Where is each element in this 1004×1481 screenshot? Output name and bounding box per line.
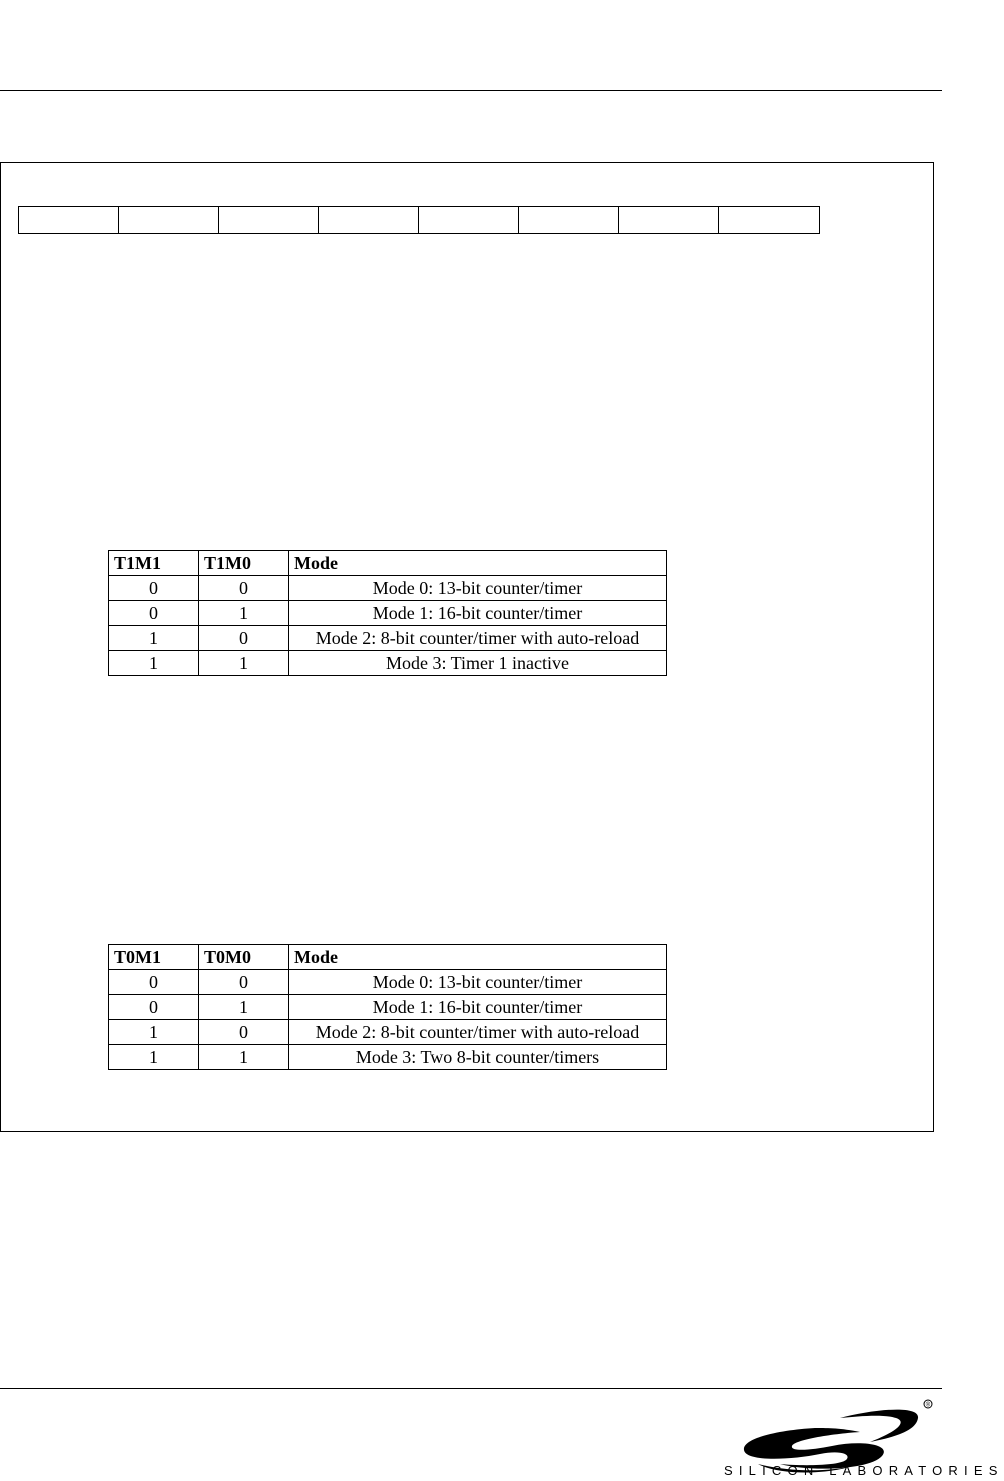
table-cell: 0 [199, 626, 289, 651]
timer0-mode-table [108, 944, 667, 1070]
register-bit-row [18, 206, 820, 234]
table-cell: Mode 1: 16-bit counter/timer [289, 995, 667, 1020]
column-header: Mode [289, 551, 667, 576]
table-cell: Mode 2: 8-bit counter/timer with auto-reload [289, 1020, 667, 1045]
bit-cell [419, 207, 519, 233]
bit-cell [219, 207, 319, 233]
table-header-row [109, 551, 667, 576]
table-cell: Mode 0: 13-bit counter/timer [289, 576, 667, 601]
bit-cell [619, 207, 719, 233]
table-cell: 0 [199, 1020, 289, 1045]
table-cell: 0 [109, 970, 199, 995]
bit-cell [119, 207, 219, 233]
table-cell: 0 [109, 995, 199, 1020]
bit-cell [719, 207, 819, 233]
table-row [109, 995, 667, 1020]
table-cell: Mode 1: 16-bit counter/timer [289, 601, 667, 626]
table-row [109, 1020, 667, 1045]
logo-wordmark: SILICON LABORATORIES [724, 1463, 1004, 1478]
table-row [109, 651, 667, 676]
bit-cell [519, 207, 619, 233]
table-cell: 0 [199, 970, 289, 995]
table-cell: 1 [109, 1020, 199, 1045]
table-cell: 0 [199, 576, 289, 601]
table-row [109, 626, 667, 651]
column-header: T0M1 [109, 945, 199, 970]
bit-cell [319, 207, 419, 233]
table-cell: 1 [199, 1045, 289, 1070]
table-cell: Mode 3: Two 8-bit counter/timers [289, 1045, 667, 1070]
header-rule [0, 90, 942, 91]
table-cell: 1 [109, 651, 199, 676]
column-header: T1M1 [109, 551, 199, 576]
table-cell: Mode 2: 8-bit counter/timer with auto-reload [289, 626, 667, 651]
column-header: T0M0 [199, 945, 289, 970]
table-cell: Mode 0: 13-bit counter/timer [289, 970, 667, 995]
timer1-mode-table [108, 550, 667, 676]
footer-rule [0, 1388, 942, 1389]
bit-cell [19, 207, 119, 233]
table-row [109, 1045, 667, 1070]
table-row [109, 970, 667, 995]
table-cell: 0 [109, 601, 199, 626]
column-header: Mode [289, 945, 667, 970]
column-header: T1M0 [199, 551, 289, 576]
table-cell: 1 [199, 995, 289, 1020]
table-cell: 0 [109, 576, 199, 601]
table-cell: 1 [109, 1045, 199, 1070]
table-header-row [109, 945, 667, 970]
registered-mark: ® [925, 1402, 931, 1409]
table-cell: 1 [199, 651, 289, 676]
table-cell: Mode 3: Timer 1 inactive [289, 651, 667, 676]
table-cell: 1 [199, 601, 289, 626]
table-row [109, 601, 667, 626]
table-cell: 1 [109, 626, 199, 651]
table-row [109, 576, 667, 601]
